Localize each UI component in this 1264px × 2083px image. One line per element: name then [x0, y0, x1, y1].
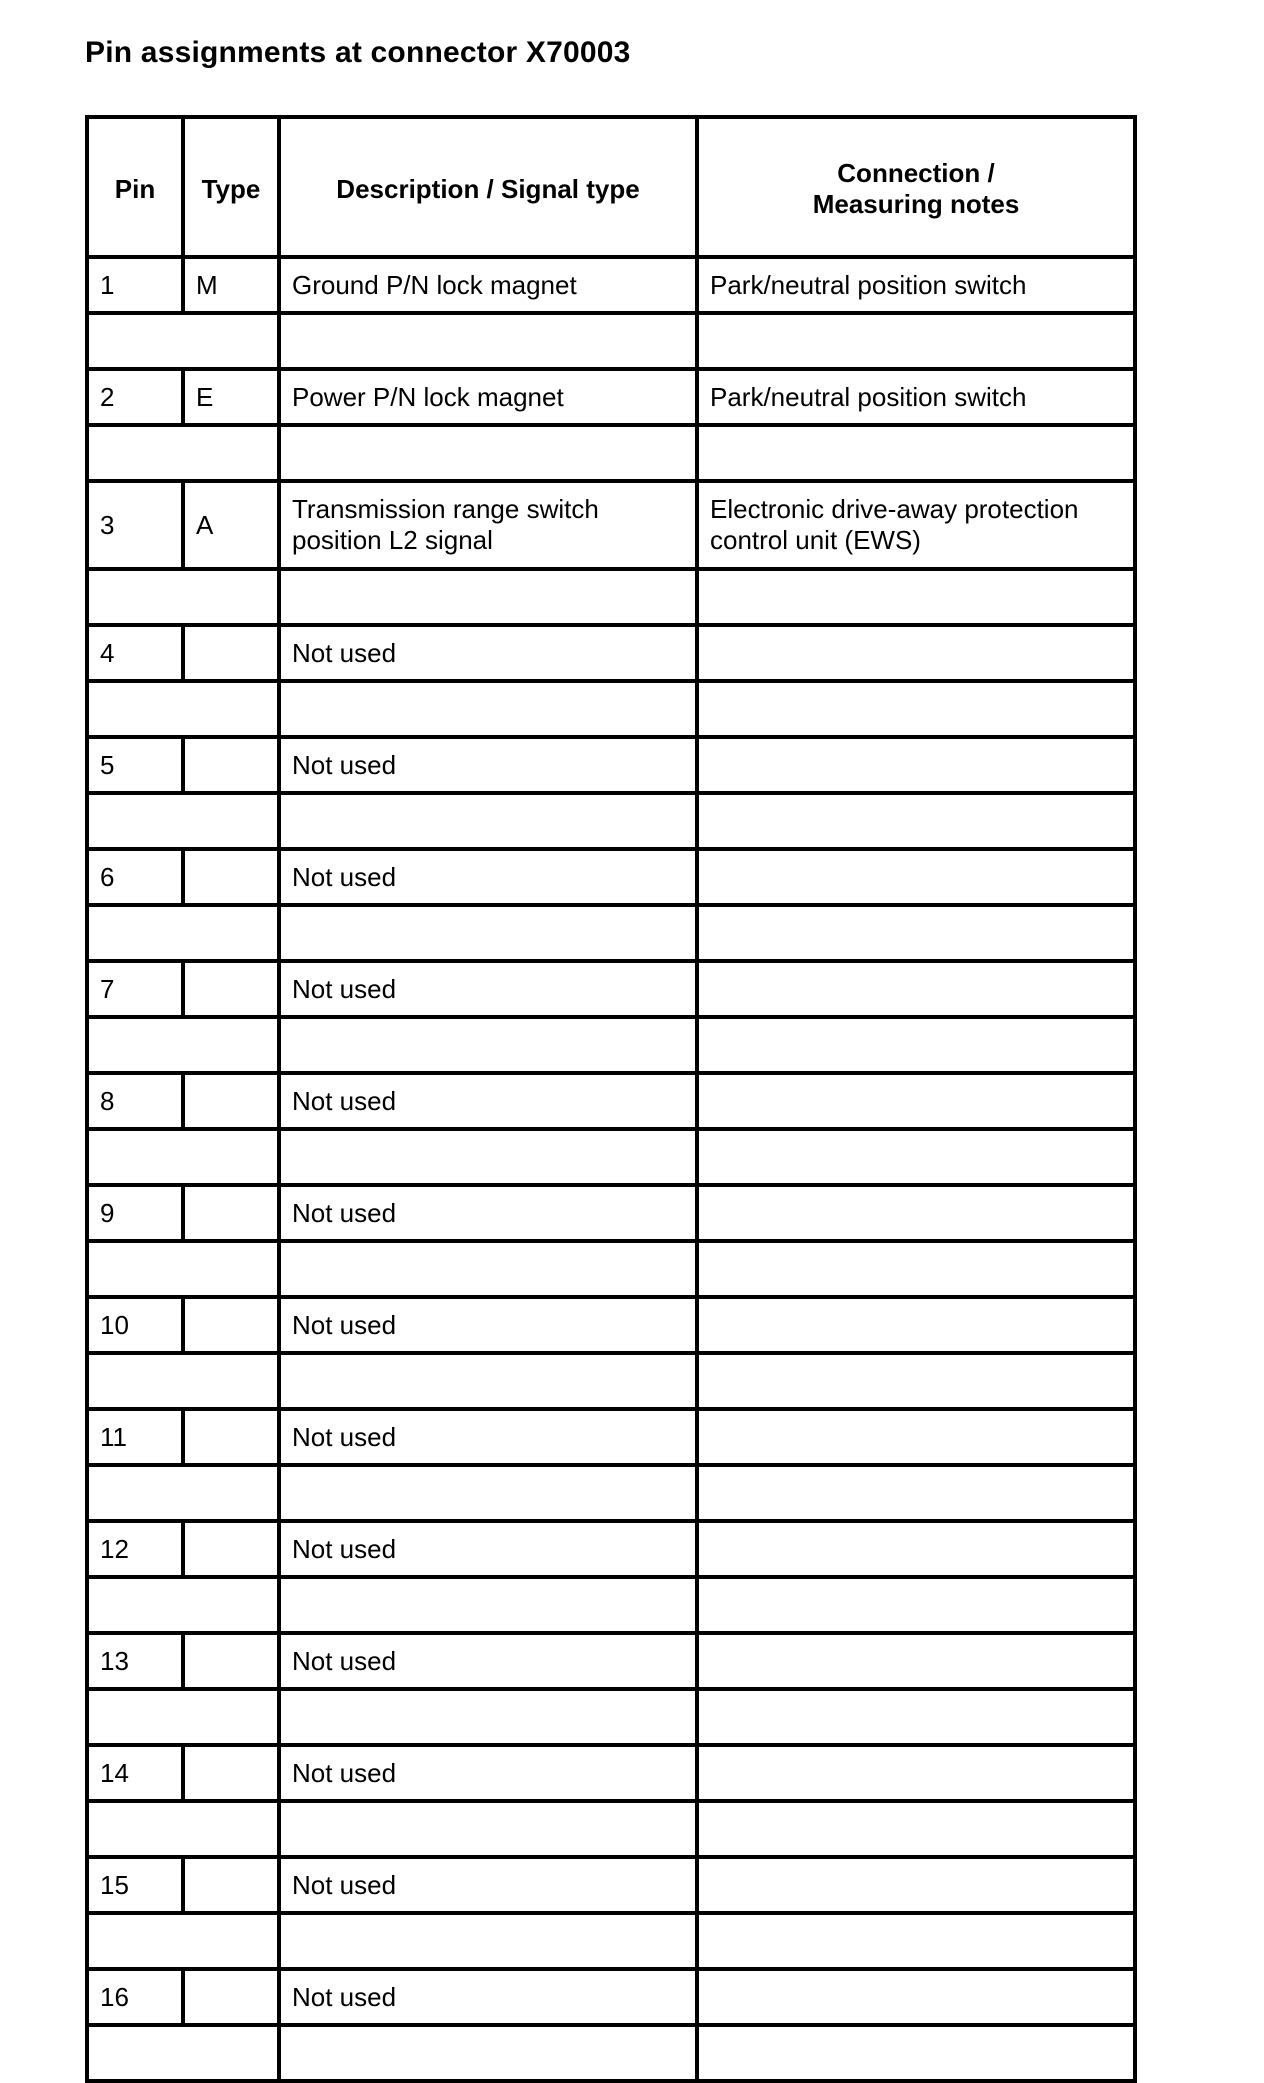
header-connection-line2: Measuring notes — [812, 189, 1020, 219]
type-cell — [183, 1185, 279, 1241]
spacer-cell — [697, 905, 1135, 961]
pin-cell: 16 — [87, 1969, 183, 2025]
spacer-cell — [87, 905, 279, 961]
pin-cell: 9 — [87, 1185, 183, 1241]
description-cell: Power P/N lock magnet — [279, 369, 697, 425]
spacer-cell — [279, 1913, 697, 1969]
spacer-cell — [87, 681, 279, 737]
connection-cell — [697, 1633, 1135, 1689]
table-row — [87, 1969, 1135, 2025]
type-cell — [183, 1969, 279, 2025]
spacer-cell — [279, 793, 697, 849]
type-cell — [183, 737, 279, 793]
spacer-cell — [697, 2025, 1135, 2081]
header-connection — [697, 117, 1135, 257]
connection-cell — [697, 1969, 1135, 2025]
header-description: Description / Signal type — [279, 117, 697, 257]
spacer-cell — [697, 569, 1135, 625]
spacer-row — [87, 1465, 1135, 1521]
type-cell: A — [183, 481, 279, 569]
spacer-cell — [279, 1577, 697, 1633]
spacer-cell — [87, 1913, 279, 1969]
pin-cell: 12 — [87, 1521, 183, 1577]
connection-cell — [697, 1297, 1135, 1353]
spacer-cell — [697, 1241, 1135, 1297]
pin-cell: 8 — [87, 1073, 183, 1129]
pin-cell: 11 — [87, 1409, 183, 1465]
connection-cell — [697, 1409, 1135, 1465]
description-cell: Not used — [279, 1969, 697, 2025]
type-cell — [183, 625, 279, 681]
spacer-cell — [279, 681, 697, 737]
spacer-row — [87, 681, 1135, 737]
description-cell: Not used — [279, 1185, 697, 1241]
spacer-cell — [279, 425, 697, 481]
description-cell: Not used — [279, 1857, 697, 1913]
table-row — [87, 369, 1135, 425]
table-row — [87, 1633, 1135, 1689]
connection-line1: Electronic drive-away protection — [710, 494, 1079, 524]
connection-cell: Park/neutral position switch — [697, 369, 1135, 425]
spacer-cell — [87, 2025, 279, 2081]
spacer-row — [87, 569, 1135, 625]
connection-cell — [697, 1185, 1135, 1241]
spacer-cell — [697, 1801, 1135, 1857]
spacer-row — [87, 1017, 1135, 1073]
type-cell — [183, 1521, 279, 1577]
spacer-cell — [87, 1129, 279, 1185]
description-cell: Not used — [279, 1633, 697, 1689]
table-row — [87, 737, 1135, 793]
connection-cell — [697, 1857, 1135, 1913]
spacer-cell — [87, 1801, 279, 1857]
pin-cell: 7 — [87, 961, 183, 1017]
connection-cell — [697, 737, 1135, 793]
pin-cell: 6 — [87, 849, 183, 905]
spacer-cell — [87, 1689, 279, 1745]
description-cell: Not used — [279, 1745, 697, 1801]
description-cell: Not used — [279, 737, 697, 793]
spacer-cell — [279, 1129, 697, 1185]
spacer-row — [87, 793, 1135, 849]
spacer-cell — [697, 1129, 1135, 1185]
header-pin: Pin — [87, 117, 183, 257]
type-cell — [183, 849, 279, 905]
description-cell — [279, 481, 697, 569]
spacer-row — [87, 1353, 1135, 1409]
spacer-cell — [279, 569, 697, 625]
type-cell — [183, 1745, 279, 1801]
description-cell: Not used — [279, 1409, 697, 1465]
table-row — [87, 625, 1135, 681]
pin-cell: 3 — [87, 481, 183, 569]
spacer-row — [87, 1801, 1135, 1857]
table-row — [87, 961, 1135, 1017]
spacer-row — [87, 1689, 1135, 1745]
type-cell — [183, 1409, 279, 1465]
description-cell: Ground P/N lock magnet — [279, 257, 697, 313]
connection-cell — [697, 1521, 1135, 1577]
spacer-cell — [697, 1017, 1135, 1073]
table-row — [87, 1185, 1135, 1241]
spacer-row — [87, 313, 1135, 369]
spacer-cell — [87, 1241, 279, 1297]
header-connection-line1: Connection / — [837, 158, 995, 188]
spacer-cell — [87, 1577, 279, 1633]
spacer-cell — [87, 425, 279, 481]
spacer-row — [87, 1913, 1135, 1969]
type-cell — [183, 1633, 279, 1689]
connection-cell — [697, 625, 1135, 681]
type-cell: M — [183, 257, 279, 313]
spacer-cell — [87, 1465, 279, 1521]
spacer-cell — [87, 569, 279, 625]
connection-cell — [697, 1745, 1135, 1801]
type-cell — [183, 1073, 279, 1129]
spacer-row — [87, 1577, 1135, 1633]
table-row — [87, 257, 1135, 313]
description-line2: position L2 signal — [292, 525, 493, 555]
spacer-cell — [87, 793, 279, 849]
table-row — [87, 1297, 1135, 1353]
spacer-cell — [697, 1577, 1135, 1633]
spacer-cell — [87, 1353, 279, 1409]
table-row — [87, 1521, 1135, 1577]
spacer-row — [87, 905, 1135, 961]
page-title: Pin assignments at connector X70003 — [85, 36, 631, 69]
pin-cell: 2 — [87, 369, 183, 425]
description-cell: Not used — [279, 849, 697, 905]
spacer-cell — [279, 2025, 697, 2081]
description-line1: Transmission range switch — [292, 494, 599, 524]
table-row — [87, 1409, 1135, 1465]
spacer-cell — [279, 1801, 697, 1857]
connection-cell — [697, 1073, 1135, 1129]
spacer-cell — [697, 1353, 1135, 1409]
spacer-cell — [697, 313, 1135, 369]
header-row — [87, 117, 1135, 257]
spacer-cell — [279, 1465, 697, 1521]
table-row — [87, 849, 1135, 905]
type-cell — [183, 1857, 279, 1913]
description-cell: Not used — [279, 961, 697, 1017]
spacer-cell — [697, 425, 1135, 481]
header-type: Type — [183, 117, 279, 257]
connection-line2: control unit (EWS) — [710, 525, 921, 555]
type-cell — [183, 961, 279, 1017]
connection-cell: Park/neutral position switch — [697, 257, 1135, 313]
spacer-cell — [279, 313, 697, 369]
spacer-cell — [697, 1465, 1135, 1521]
pin-cell: 1 — [87, 257, 183, 313]
pin-assignment-table — [85, 115, 1137, 2083]
table-row — [87, 481, 1135, 569]
description-cell: Not used — [279, 1521, 697, 1577]
spacer-cell — [697, 793, 1135, 849]
pin-cell: 15 — [87, 1857, 183, 1913]
spacer-row — [87, 425, 1135, 481]
description-cell: Not used — [279, 1073, 697, 1129]
spacer-row — [87, 1241, 1135, 1297]
pin-cell: 13 — [87, 1633, 183, 1689]
spacer-cell — [697, 1689, 1135, 1745]
pin-cell: 10 — [87, 1297, 183, 1353]
spacer-row — [87, 2025, 1135, 2081]
pin-cell: 5 — [87, 737, 183, 793]
spacer-cell — [279, 1017, 697, 1073]
connection-cell — [697, 849, 1135, 905]
spacer-cell — [279, 1241, 697, 1297]
spacer-cell — [87, 313, 279, 369]
spacer-cell — [697, 681, 1135, 737]
table-row — [87, 1073, 1135, 1129]
connection-cell — [697, 961, 1135, 1017]
spacer-cell — [87, 1017, 279, 1073]
connection-cell — [697, 481, 1135, 569]
spacer-row — [87, 1129, 1135, 1185]
spacer-cell — [279, 1689, 697, 1745]
spacer-cell — [279, 905, 697, 961]
table-row — [87, 1745, 1135, 1801]
table-row — [87, 1857, 1135, 1913]
type-cell: E — [183, 369, 279, 425]
pin-cell: 4 — [87, 625, 183, 681]
description-cell: Not used — [279, 625, 697, 681]
spacer-cell — [279, 1353, 697, 1409]
type-cell — [183, 1297, 279, 1353]
spacer-cell — [697, 1913, 1135, 1969]
description-cell: Not used — [279, 1297, 697, 1353]
pin-cell: 14 — [87, 1745, 183, 1801]
